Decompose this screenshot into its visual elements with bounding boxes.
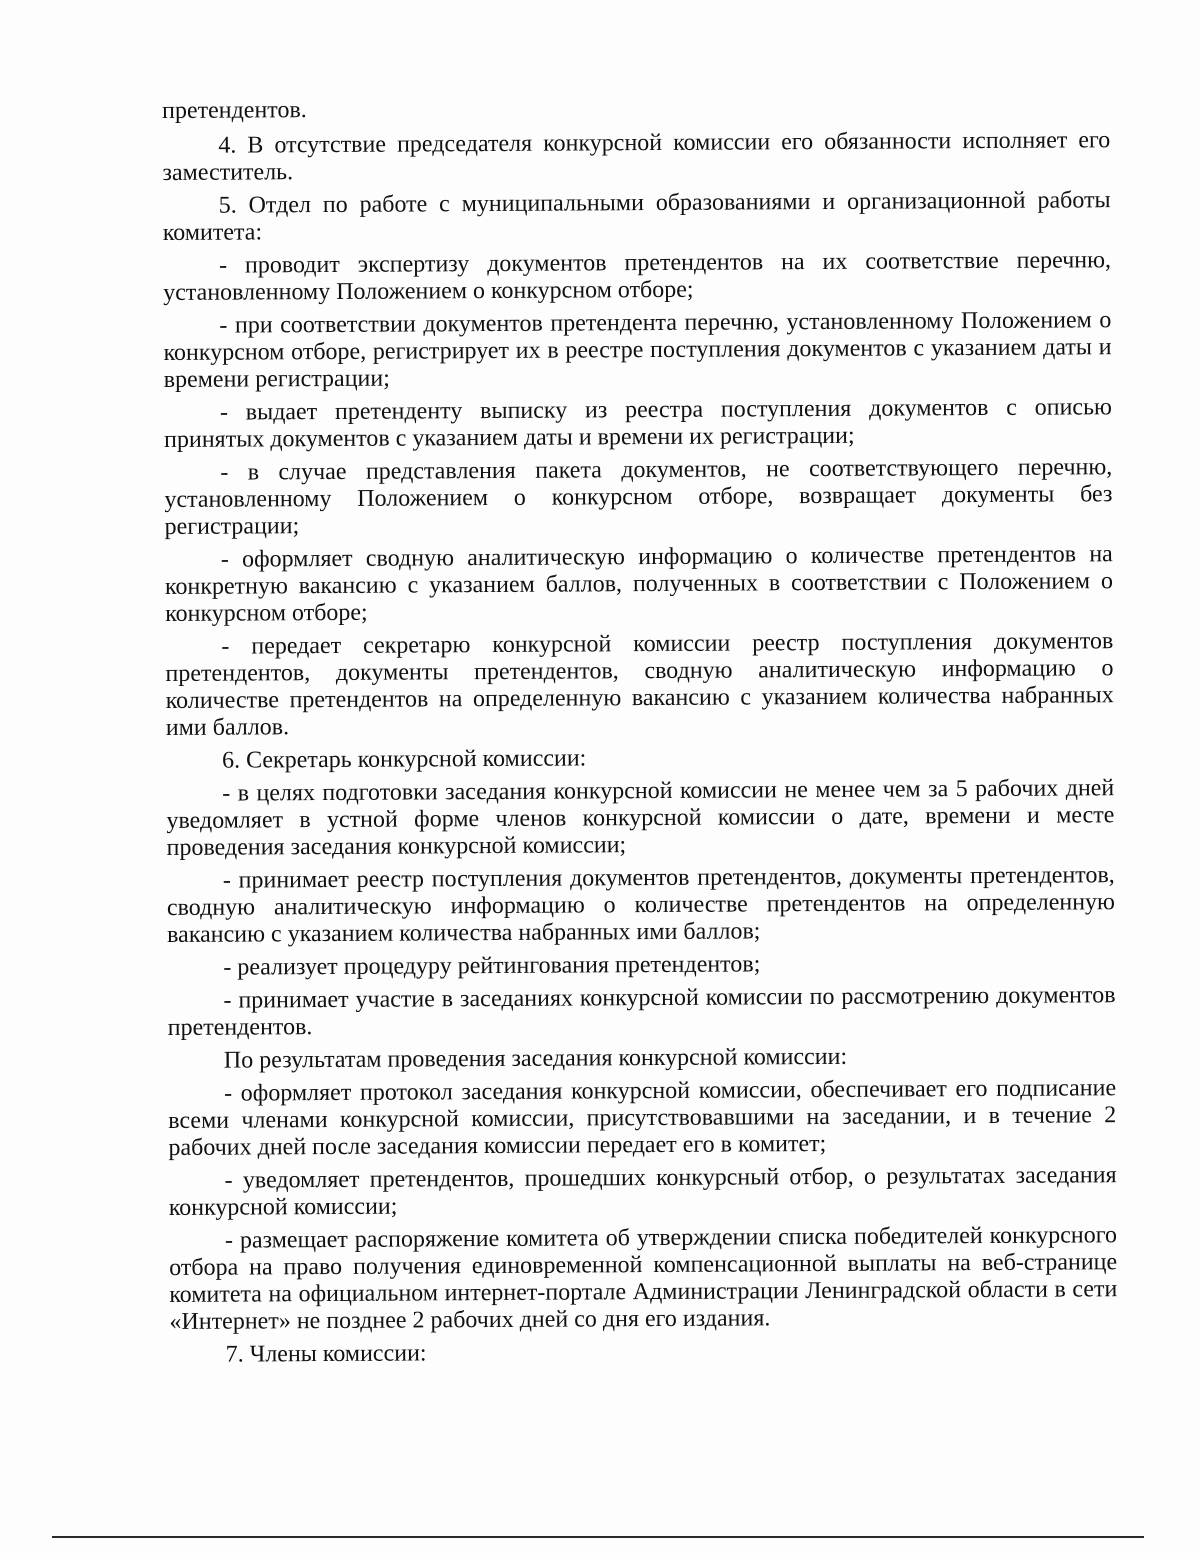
paragraph-item-7: 7. Члены комиссии: bbox=[225, 1340, 427, 1368]
document-body bbox=[162, 92, 1118, 1375]
paragraph-item-6: 6. Секретарь конкурсной комиссии: bbox=[221, 745, 587, 774]
paragraph-dash-13: - размещает распоряжение комитета об утверждении списка победителей конкурсного отбора на право получения единовременной компенсационной выплаты на веб-странице комитета на официальном интернет-портале Администрации Ленинградской области в сети «Интернет» не позднее 2 рабочих дней со дня его издания. bbox=[169, 1222, 1118, 1335]
paragraph-dash-12: - уведомляет претендентов, прошедших конкурсный отбор, о результатах заседания конкурсной комиссии; bbox=[168, 1162, 1117, 1221]
paragraph-dash-1: - проводит экспертизу документов претендентов на их соответствие перечню, установленному Положением о конкурсном отборе; bbox=[163, 247, 1112, 306]
paragraph-dash-11: - оформляет протокол заседания конкурсной комиссии, обеспечивает его подписание всеми членами конкурсной комиссии, присутствовавшими на заседании, и в течение 2 рабочих дней после заседания комиссии передает его в комитет; bbox=[168, 1075, 1117, 1161]
paragraph-dash-10: - принимает участие в заседаниях конкурсной комиссии по рассмотрению документов претендентов. bbox=[167, 982, 1116, 1041]
paragraph-dash-2: - при соответствии документов претендента перечню, установленному Положением о конкурсном отборе, регистрирует их в реестре поступления документов с указанием даты и времени регистрации; bbox=[163, 307, 1112, 393]
paragraph-dash-4: - в случае представления пакета документов, не соответствующего перечню, установленному Положением о конкурсном отборе, возвращает документы без регистрации; bbox=[164, 454, 1113, 540]
paragraph-results-heading: По результатам проведения заседания конкурсной комиссии: bbox=[223, 1043, 848, 1074]
paragraph-item-5: 5. Отдел по работе с муниципальными образованиями и организационной работы комитета: bbox=[162, 187, 1111, 246]
paragraph-dash-9: - реализует процедуру рейтингования претендентов; bbox=[223, 951, 761, 981]
paragraph-continuation: претендентов. bbox=[162, 97, 307, 124]
paragraph-dash-8: - принимает реестр поступления документов претендентов, документы претендентов, сводную аналитическую информацию о количестве претендентов на определенную вакансию с указанием количества набранных ими баллов; bbox=[166, 862, 1116, 948]
paragraph-dash-6: - передает секретарю конкурсной комиссии реестр поступления документов претендентов, документы претендентов, сводную аналитическую информацию о количестве претендентов на определенную вакансию с указанием количества набранных ими баллов. bbox=[165, 628, 1114, 741]
paragraph-item-4: 4. В отсутствие председателя конкурсной комиссии его обязанности исполняет его заместитель. bbox=[162, 127, 1111, 186]
bottom-divider-line bbox=[52, 1536, 1144, 1538]
paragraph-dash-5: - оформляет сводную аналитическую информацию о количестве претендентов на конкретную вакансию с указанием баллов, полученных в соответствии с Положением о конкурсном отборе; bbox=[164, 541, 1114, 627]
paragraph-dash-7: - в целях подготовки заседания конкурсной комиссии не менее чем за 5 рабочих дней уведомляет в устной форме членов конкурсной комиссии о дате, времени и месте проведения заседания конкурсной комиссии; bbox=[166, 775, 1115, 861]
paragraph-dash-3: - выдает претенденту выписку из реестра поступления документов с описью принятых документов с указанием даты и времени их регистрации; bbox=[164, 394, 1112, 453]
